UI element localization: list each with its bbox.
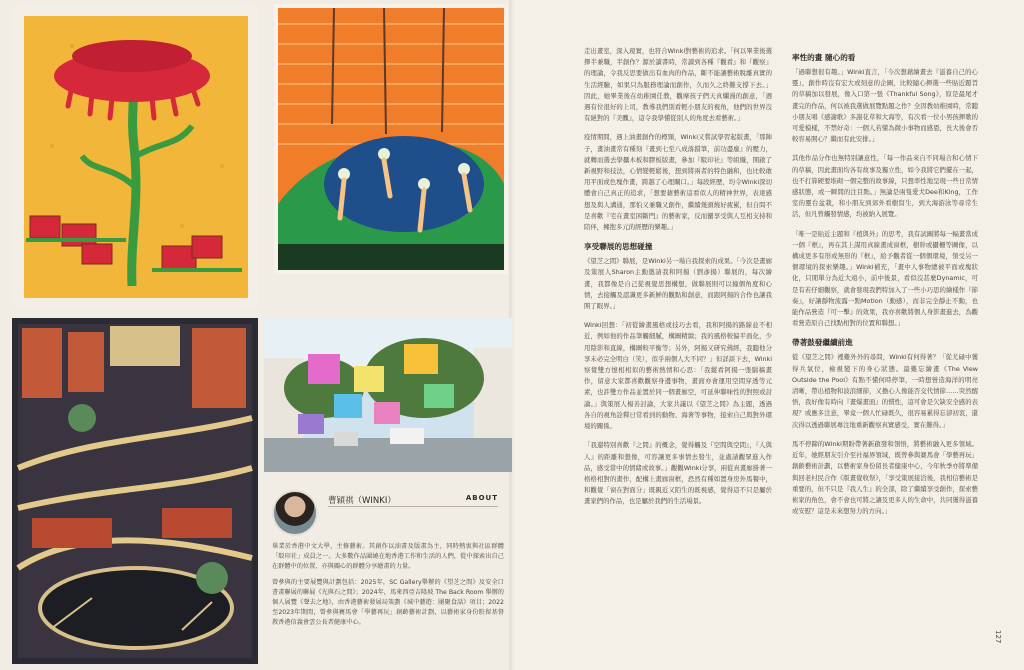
author-divider	[328, 506, 498, 507]
article-paragraph: 「過聯想很有趣。」Winki直言，「今次想藉繪畫去『滋養自己的心靈』，創作時沒有宏大或刻意的企圖，比較隨心揮選一些貼近題旨的草稿加以發展，像入口第一張《Thankful Song》，原是最尾才畫完的作品，何以被我選做展覽點題之作？全因教幼稚園時，常聽小朋友唱《感謝歌》多謝花草和大海等，有次看一位小男孩揮歌的可愛模樣，不禁好奇：一個人若懂為微小事物而感恩，長大後會否較容易開心？繼而有此安排。」	[792, 68, 978, 144]
section-heading: 帶著鼓發繼續前進	[792, 338, 853, 348]
section-heading: 享受聯展的思想碰撞	[584, 242, 653, 252]
artwork-thankful-song	[12, 6, 258, 306]
author-bio-paragraph: 畢業於香港中文大學，主修藝術。其創作以油畫及版畫為主，同時熱衷與社區群體「駁印社」成員之一。大多數作品圍繞在地香港工作和生活的人們，從中探索出自己在群體中的位置，亦與關心的群體分享繪畫的力量。	[272, 543, 504, 570]
artwork-walkers	[274, 4, 508, 274]
article-column-2	[792, 50, 978, 525]
article-paragraph: 從《望芝之間》裡難外外的尋問，Winki有何得著？「從尤碌中獲得兵氣位，檢視變下的身心狀態。最難忘繪畫《The View Outside the Pool》有點不懂何時停筆，一時想營造海洋的明亮清晰，帶出植物和波浪細節，又擔心人像能否交代情節……突然醒悟，我好像有時向『畫爆畫面』的慣性，這可會是欠缺安全感的表現？或應多注意，畢竟一個人忙碌既久，很容易累得忘卻初衷，還次得以透過聯展專注地重新觀察真實感受，實在難得。」	[792, 353, 978, 429]
avatar	[272, 490, 318, 536]
article-column-1	[584, 46, 772, 516]
artwork-city-svg	[12, 318, 258, 664]
article-paragraph: 《望芝之間》聯展，是Winki另一場自我探索的成果。「今次是畫廊及策展人Sharon主動邀請我和阿揚（劉彥揚）聯展的，每次繪畫，我都像是自己從視覺思想構想，做聯展則可以撞個角度和心情，去接觸及認識更多新鮮的觀點和創意，而跟阿揚的合作也讓我開了眼界。」	[584, 257, 772, 311]
artwork-walkers-svg	[274, 4, 508, 274]
article-paragraph: Winki回想：「初從繪畫風格或技巧去看，我和阿揚的路線並不相近，例如他的作品筆觸細膩，構圖精緻；我的風格較偏平面化，少用陰影和直線，構圖較平衡等；另外，阿揚又研究佛經，我聽他分享未必完全明白（笑），似乎兩個人大不同？」但詳談下去，Winki察覺雙方憶相相似的藝術熱情和心思：「我縱看阿揚一張腦稿畫作，留意大家都喜歡觀察身邊事物，畫面亦會運用空間穿透等元素，也許雙方作品並置於同一個畫廊空，可延伸聯味性的對照或討論。」與策展人楊善討論，大家共議以《望芝之間》為主題，透過各自的視角詮釋日常看到的動物、海著等事物，接索自己與對外環境的關係。	[584, 321, 772, 431]
artwork-flower-svg	[12, 6, 258, 306]
article-paragraph: 疫情期間，遇上油畫創作的樽頸，Winki又嘗試學習起版畫，「那陣子，畫油畫常有種刻『畫到七至八成落錯筆，前功盡廢』的壓力，就轉而選去學攝木板和膠板版畫，參加『駁印社』等組織，開啟了新視野和技法，心情變輕鬆後，想到將兩者的特色融和，也比較敢用平面或色塊作畫，跨越了心理關口。」每段經歷，均令Winki深切體會自己真正的追求，「想要藉藝術這看似人的精神世界，表達感想及與人溝通，那怕又兼職又創作，繼續幾頭燒好疲累，但自問不是喜歡『宅在畫室困斷門』的藝術家，反而蠻享受與人互相支持和陪伴，擁抱多元的經歷的樂趣。」	[584, 133, 772, 232]
about-tag: ABOUT	[465, 494, 498, 502]
photo-flags-svg	[264, 318, 512, 472]
article-paragraph: 走出畫室，深入現實，也符合Winki對藝術的追求。「何以畢業後選擇半兼職，半創作？源於讀書時，常讀到各種『觀看』和『觀察』的理論，令我反思要做出有血肉的作品，斷不能讓藝術脫離真實的生活經驗，如果只為服務理論而創作，久而久之終難支撐下去。」因此，她畢業後在幼稚園任教，觀摩孩子們天真爛漫的創意，「週遇有位很好的上司，教導我們別看輕小朋友的視角，他們的世界沒有絕對的『美醜』，這令我學懂從別人的角度去看藝術。」	[584, 47, 772, 123]
author-bio	[272, 542, 504, 634]
artwork-cityscape	[12, 318, 258, 664]
section-heading: 率性的畫 隨心的看	[792, 53, 856, 62]
author-name: 曹穎祺（WINKI）	[328, 496, 396, 506]
article-paragraph: 「我還特別喜歡『之間』的概念，覺得觸及『空間與空間』，『人與人』的距離和想像，可容讓更多事情去發生，並處請觀眾進入作品，感受當中的情緒或故事。」觀觀Winki分享，兩從真畫廊掛著一格格相對的畫作，配構上畫廊窗框，恐然有種如置身房外馬餐中，和觀覺「窗在對面分」既親近又陌生的既視感，覺得這不只是屬於畫家們的作品，也是屬於我們的生活場景。	[584, 441, 772, 506]
article-paragraph: 其他作品分作也無特別讓意性，「每一作品來自不同場合和心情下的草稿，因此畫面均各有故事及獨立性，如今我將它們擺在一起，也不打算硬要堆砌一個完整的故事線，只想率性地呈現一些日常情感狀態，或一瞬間的注目點。」無論是兩隻愛犬Dee和King，工作室的靈台盆栽，和小朋友到郊外看樹寫生，到大海游泳等尋常生活，但凡曾觸發情感，均被納入展覽。	[792, 154, 978, 219]
photo-street-flags	[264, 318, 512, 472]
page-number: 127	[994, 630, 1002, 644]
author-bio-paragraph: 曾參與的主要展覽與計劃包括：2025年，SC Gallery舉辦的《望芝之間》及安全口書畫聯展的聯展《光與石之間》；2024年，馬來西亞吉隆坡 The Back Room 舉辦的個人展覽《聲去之地》，由香港藝術發展局策劃《城中藝遊：團聚食話》項目；2022至2023年期間，曾參與賽馬會「學藝再玩」創齡藝術計劃，以藝術家身份駐留基督教香港信義會雲公長者健康中心。	[272, 579, 504, 626]
article-paragraph: 「唯一是貼近主題和『植與外』的思考，我有試圖將每一幅畫當成一個『框』，再在其上謀用真線畫成窗框，樹幹或攝柵等圖像，以構成更多有形或無形的『框』，給予觀者從一個個環境，領受另一個環境的探索樂趣。」Winki補充，「畫中人事物總被平面或塊狀化，只閒單分為近大遠小，前中後景，看似沒甚麼Dynamic，可是有若仔細觀察，就會發現我們特加入了一些小巧思的繪樣作『節奏』，好讓靜物流露一點Motion（動感），而非完全靜止不動，也能作品營造『可一擊』的效果，我亦喜歡將個人身影畫進去，為觀看營造原自己找點相對的位置和聯想。」	[792, 229, 978, 328]
article-paragraph: 馬不停蹄的Winki期盼帶著新啟發和領悟，將藝術融入更多領域。近年，她經朋友引介至社福界領域，既曾參與賽馬會「學藝再玩」創齡藝術計劃，以藝術家身份留長者健康中心，今年秋季亦將準備與回老村民合作《版畫覺收祭》，「享受策展接洽後，我相信藝術是重要的，但不只是『我人生』的全部，除了繼續享受創作，探索藝術家的角色，會不會也可將之讓及更多人的生命中，共同獲得滋養或安慰？這是未來想努力的方向。」	[792, 439, 978, 516]
